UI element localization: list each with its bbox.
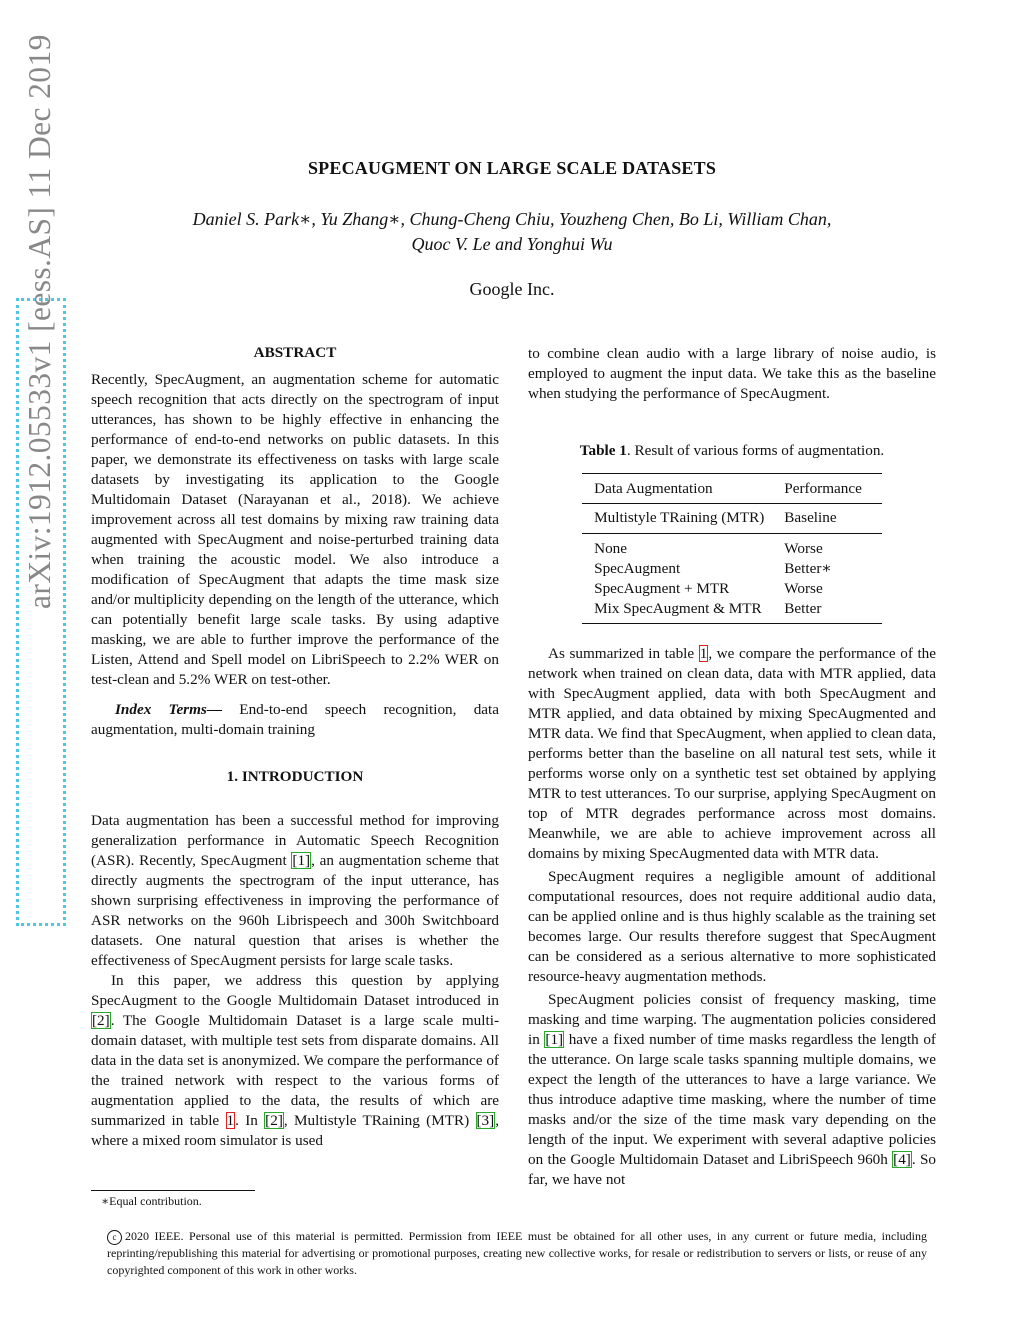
table-row <box>582 559 882 579</box>
citation-link[interactable]: [3] <box>476 1112 495 1129</box>
footnote: ∗Equal contribution. <box>101 1194 202 1208</box>
footnote-divider <box>91 1190 255 1191</box>
right-paragraph-3: SpecAugment policies consist of frequency masking, time masking and time warping. The augmentation policies considered in [1] have a fixed number of time masks regardless the length of the utterance. On large scale tasks spanning multiple domains, we expect the length of the utterances to have a large variance. We thus introduce adaptive time masking, where the number of time masks and/or the size of the time mask vary depending on the length of the input. We experiment with several adaptive policies on the Google Multidomain Dataset and LibriSpeech 960h [4]. So far, we have not <box>528 991 936 1188</box>
intro-paragraph-2: In this paper, we address this question by applying SpecAugment to the Google Multidomain Dataset introduced in [2]. The Google Multidomain Dataset is a large scale multi-domain dataset, with multiple test sets from disparate domains. All data in the data set is anonymized. We compare the performance of the trained network with respect to the various forms of augmentation applied to the data, the results of which are summarized in table 1. In [2], Multistyle TRaining (MTR) [3], where a mixed room simulator is used <box>91 972 500 1149</box>
table-caption: Table 1. Result of various forms of augmentation. <box>579 442 885 459</box>
table-cell: Better∗ <box>784 560 832 577</box>
index-terms <box>91 700 499 740</box>
table-row <box>582 534 882 560</box>
table-row <box>582 599 882 624</box>
authors-line-1: Daniel S. Park∗, Yu Zhang∗, Chung-Cheng Chiu, Youzheng Chen, Bo Li, William Chan, <box>192 209 832 229</box>
table-cell: Baseline <box>784 509 837 526</box>
abstract-body: Recently, SpecAugment, an augmentation scheme for automatic speech recognition that acts directly on the spectrogram of input utterances, has shown to be highly effective in enhancing the performance of end-to-end networks on public datasets. In this paper, we demonstrate its effectiveness on tasks with large scale datasets by investigating its application to the Google Multidomain Dataset (Narayanan et al., 2018). We achieve improvement across all test domains by mixing raw training data augmented with SpecAugment and noise-perturbed training data when training the acoustic model. We also introduce a modification of SpecAugment that adapts the time mask size and/or multiplicity depending on the length of the utterance, which can potentially benefit large scale tasks. By using adaptive masking, we are able to further improve the performance of the Listen, Attend and Spell model on LibriSpeech to 2.2% WER on test-clean and 5.2% WER on test-other. <box>91 371 499 688</box>
intro-heading: 1. INTRODUCTION <box>226 768 364 785</box>
table-cell: Mix SpecAugment & MTR <box>594 600 762 617</box>
table-cell: SpecAugment <box>594 560 681 577</box>
index-terms-text: End-to-end speech recognition, data augmentation, multi-domain training <box>91 701 500 738</box>
results-table-block <box>528 442 936 624</box>
table-cell: Better <box>784 600 822 617</box>
table-cell: None <box>594 540 628 557</box>
table-header-cell: Data Augmentation <box>594 480 713 497</box>
table-cell: SpecAugment + MTR <box>594 580 730 597</box>
table-cell: Worse <box>784 540 823 557</box>
table-header-row <box>582 474 882 504</box>
arxiv-identifier[interactable]: arXiv:1912.05533v1 [eess.AS] 11 Dec 2019 <box>22 34 57 609</box>
right-paragraph-1: As summarized in table 1, we compare the performance of the network when trained on clean data, data with MTR applied, data with SpecAugment applied, data with both SpecAugment and MTR applied, and data obtained by mixing SpecAugmented and MTR data. We find that SpecAugment, when applied to clean data, performs better than the baseline on all natural test sets, while it performs worse only on a synthetic test set obtained by applying MTR to test utterances. To our surprise, applying SpecAugment on top of MTR degrades performance across most domains. Meanwhile, we are able to achieve improvement across all domains by mixing SpecAugmented data with MTR data. <box>528 645 937 862</box>
table-reference-link[interactable]: 1 <box>699 645 708 662</box>
table-header-cell: Performance <box>784 480 862 497</box>
citation-link[interactable]: [4] <box>893 1151 911 1168</box>
citation-link[interactable]: [1] <box>545 1031 564 1048</box>
right-paragraph-2: SpecAugment requires a negligible amount of additional computational resources, does not require additional audio data, can be applied online and is thus highly scalable as the training set becomes large. Our results therefore suggest that SpecAugment can be considered as a serious alternative to more sophisticated resource-heavy augmentation methods. <box>528 868 936 985</box>
results-table <box>582 473 882 624</box>
right-column <box>528 344 936 1190</box>
author-list <box>140 207 884 257</box>
authors-line-2: Quoc V. Le and Yonghui Wu <box>411 234 613 254</box>
intro-continuation: to combine clean audio with a large library of noise audio, is employed to augment the input data. We take this as the baseline when studying the performance of SpecAugment. <box>528 345 936 402</box>
copyright-icon: c <box>107 1230 122 1245</box>
table-row <box>582 504 882 534</box>
copyright-notice: c 2020 IEEE. Personal use of this material is permitted. Permission from IEEE must be obtained for all other uses, in any current or future media, including reprinting/republishing this material for advertising or promotional purposes, creating new collective works, for resale or redistribution to servers or lists, or reuse of any copyrighted component of this work in other works. <box>107 1229 927 1277</box>
table-reference-link[interactable]: 1 <box>226 1112 235 1129</box>
table-row <box>582 579 882 599</box>
citation-link[interactable]: [2] <box>92 1012 110 1029</box>
abstract-heading: ABSTRACT <box>253 344 337 361</box>
table-cell: Worse <box>784 580 823 597</box>
table-cell: Multistyle TRaining (MTR) <box>594 509 765 526</box>
index-terms-label: Index Terms— <box>115 701 223 718</box>
left-column <box>91 344 499 1151</box>
citation-link[interactable]: [1] <box>292 852 311 869</box>
affiliation: Google Inc. <box>469 279 555 299</box>
citation-link[interactable]: [2] <box>265 1112 283 1129</box>
paper-title: SPECAUGMENT ON LARGE SCALE DATASETS <box>307 158 717 178</box>
intro-paragraph-1: Data augmentation has been a successful method for improving generalization performance in Automatic Speech Recognition (ASR). Recently, SpecAugment [1], an augmentation scheme that directly augments the spectrogram of the input utterance, has shown surprising effectiveness in improving the performance of ASR networks on the 960h Librispeech and 300h Switchboard datasets. One natural question that arises is whether the effectiveness of SpecAugment persists for large scale tasks. <box>91 812 500 969</box>
